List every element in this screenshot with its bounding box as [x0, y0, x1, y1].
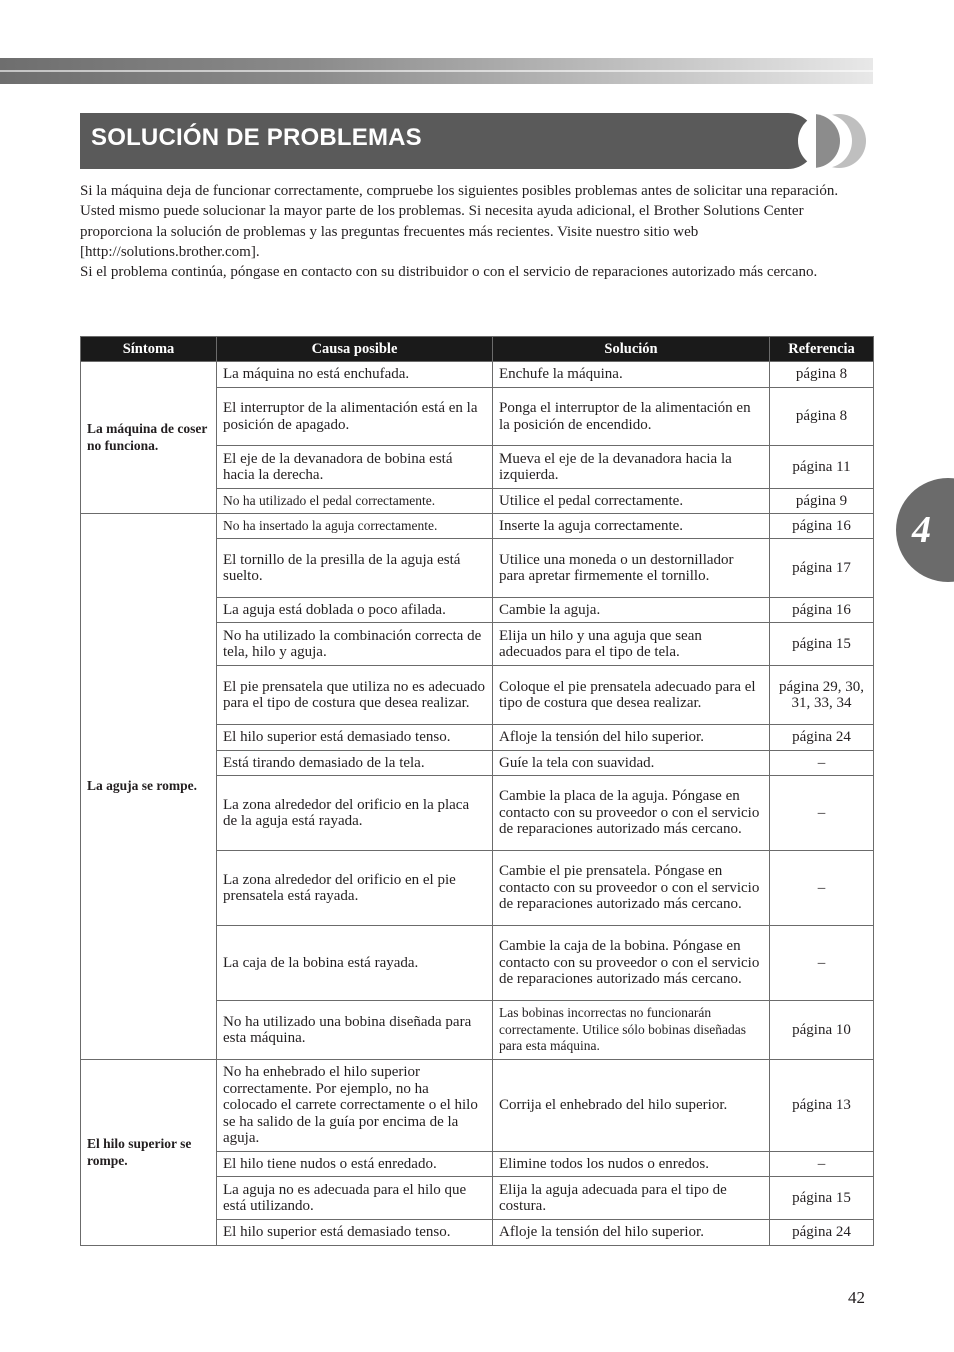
- intro-paragraph: Usted mismo puede solucionar la mayor parte de los problemas. Si necesita ayuda adicional, el Brother Solutions Center proporciona la solución de problemas y las preguntas frecuentes más recientes. Visite nuestro sitio web [http://solutions.brother.com].: [80, 203, 804, 260]
- cause-cell: La aguja está doblada o poco afilada.: [217, 598, 493, 623]
- solution-cell: Corrija el enhebrado del hilo superior.: [493, 1060, 770, 1152]
- column-header-reference: Referencia: [770, 337, 874, 362]
- solution-cell: Elija un hilo y una aguja que sean adecuados para el tipo de tela.: [493, 623, 770, 666]
- reference-cell: página 8: [770, 388, 874, 446]
- column-header-symptom: Síntoma: [81, 337, 217, 362]
- solution-cell: Elija la aguja adecuada para el tipo de costura.: [493, 1177, 770, 1220]
- reference-cell: página 16: [770, 514, 874, 539]
- cause-cell: El pie prensatela que utiliza no es adecuado para el tipo de costura que desea realizar.: [217, 666, 493, 725]
- cause-cell: El eje de la devanadora de bobina está hacia la derecha.: [217, 446, 493, 489]
- reference-cell: –: [770, 1152, 874, 1177]
- intro-text: [80, 181, 873, 282]
- symptom-cell: El hilo superior se rompe.: [81, 1060, 217, 1246]
- reference-cell: página 15: [770, 1177, 874, 1220]
- cause-cell: La máquina no está enchufada.: [217, 362, 493, 388]
- cause-cell: El interruptor de la alimentación está en la posición de apagado.: [217, 388, 493, 446]
- cause-cell: Está tirando demasiado de la tela.: [217, 751, 493, 776]
- column-header-solution: Solución: [493, 337, 770, 362]
- reference-cell: página 8: [770, 362, 874, 388]
- solution-cell: Las bobinas incorrectas no funcionarán correctamente. Utilice sólo bobinas diseñadas para esta máquina.: [493, 1001, 770, 1060]
- troubleshooting-table: [80, 336, 874, 1246]
- solution-cell: Ponga el interruptor de la alimentación en la posición de encendido.: [493, 388, 770, 446]
- reference-cell: página 11: [770, 446, 874, 489]
- cause-cell: El tornillo de la presilla de la aguja está suelto.: [217, 539, 493, 598]
- reference-cell: –: [770, 851, 874, 926]
- cause-cell: La aguja no es adecuada para el hilo que está utilizando.: [217, 1177, 493, 1220]
- reference-cell: página 13: [770, 1060, 874, 1152]
- table-header-row: [81, 337, 874, 362]
- reference-cell: página 10: [770, 1001, 874, 1060]
- cause-cell: El hilo tiene nudos o está enredado.: [217, 1152, 493, 1177]
- solution-cell: Utilice el pedal correctamente.: [493, 489, 770, 514]
- symptom-cell: La máquina de coser no funciona.: [81, 362, 217, 514]
- chapter-number: 4: [912, 509, 931, 551]
- solution-cell: Elimine todos los nudos o enredos.: [493, 1152, 770, 1177]
- cause-cell: No ha utilizado el pedal correctamente.: [217, 489, 493, 514]
- reference-cell: página 24: [770, 725, 874, 751]
- solution-cell: Enchufe la máquina.: [493, 362, 770, 388]
- cause-cell: El hilo superior está demasiado tenso.: [217, 1220, 493, 1246]
- reference-cell: –: [770, 926, 874, 1001]
- solution-cell: Inserte la aguja correctamente.: [493, 514, 770, 539]
- table-row: [81, 362, 874, 388]
- reference-cell: página 29, 30, 31, 33, 34: [770, 666, 874, 725]
- cause-cell: No ha utilizado una bobina diseñada para esta máquina.: [217, 1001, 493, 1060]
- reference-cell: página 9: [770, 489, 874, 514]
- reference-cell: –: [770, 776, 874, 851]
- solution-cell: Mueva el eje de la devanadora hacia la izquierda.: [493, 446, 770, 489]
- reference-cell: página 17: [770, 539, 874, 598]
- solution-cell: Guíe la tela con suavidad.: [493, 751, 770, 776]
- column-header-cause: Causa posible: [217, 337, 493, 362]
- solution-cell: Afloje la tensión del hilo superior.: [493, 725, 770, 751]
- cause-cell: No ha enhebrado el hilo superior correctamente. Por ejemplo, no ha colocado el carrete correctamente o el hilo se ha salido de la guía por encima de la aguja.: [217, 1060, 493, 1152]
- solution-cell: Cambie la aguja.: [493, 598, 770, 623]
- symptom-cell: La aguja se rompe.: [81, 514, 217, 1060]
- solution-cell: Afloje la tensión del hilo superior.: [493, 1220, 770, 1246]
- reference-cell: página 15: [770, 623, 874, 666]
- cause-cell: No ha utilizado la combinación correcta de tela, hilo y aguja.: [217, 623, 493, 666]
- reference-cell: página 16: [770, 598, 874, 623]
- cause-cell: La zona alrededor del orificio en la placa de la aguja está rayada.: [217, 776, 493, 851]
- intro-paragraph: Si la máquina deja de funcionar correctamente, compruebe los siguientes posibles problemas antes de solicitar una reparación.: [80, 183, 839, 199]
- cause-cell: No ha insertado la aguja correctamente.: [217, 514, 493, 539]
- cause-cell: El hilo superior está demasiado tenso.: [217, 725, 493, 751]
- table-row: [81, 514, 874, 539]
- solution-cell: Coloque el pie prensatela adecuado para el tipo de costura que desea realizar.: [493, 666, 770, 725]
- reference-cell: página 24: [770, 1220, 874, 1246]
- table-row: [81, 1060, 874, 1152]
- intro-paragraph: Si el problema continúa, póngase en contacto con su distribuidor o con el servicio de reparaciones autorizado más cercano.: [80, 264, 818, 281]
- solution-cell: Utilice una moneda o un destornillador para apretar firmemente el tornillo.: [493, 539, 770, 598]
- solution-cell: Cambie la caja de la bobina. Póngase en contacto con su proveedor o con el servicio de reparaciones autorizado más cercano.: [493, 926, 770, 1001]
- page-number: 42: [848, 1288, 865, 1307]
- page-title: SOLUCIÓN DE PROBLEMAS: [91, 124, 422, 151]
- reference-cell: –: [770, 751, 874, 776]
- cause-cell: La zona alrededor del orificio en el pie prensatela está rayada.: [217, 851, 493, 926]
- solution-cell: Cambie la placa de la aguja. Póngase en contacto con su proveedor o con el servicio de reparaciones autorizado más cercano.: [493, 776, 770, 851]
- solution-cell: Cambie el pie prensatela. Póngase en contacto con su proveedor o con el servicio de reparaciones autorizado más cercano.: [493, 851, 770, 926]
- header-decoration-bar: [0, 58, 873, 84]
- cause-cell: La caja de la bobina está rayada.: [217, 926, 493, 1001]
